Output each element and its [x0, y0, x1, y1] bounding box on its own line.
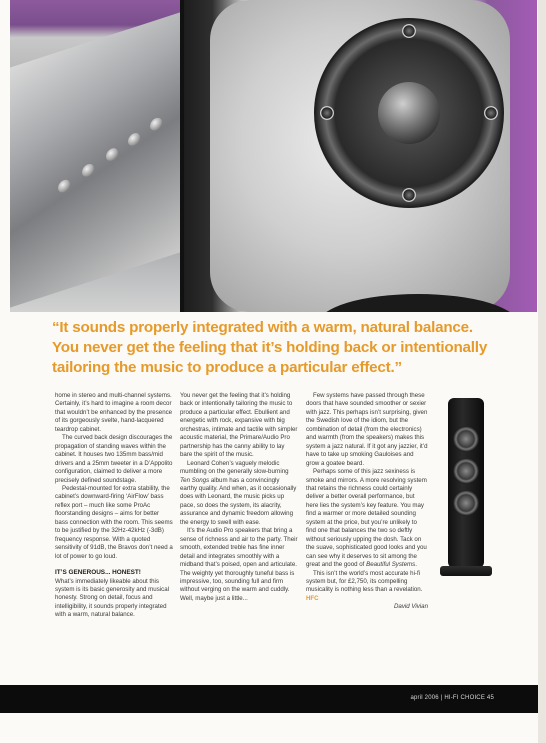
feature-title: Beautiful Systems [366, 561, 416, 569]
paragraph-text: Perhaps some of this jazz sexiness is smoke and mirrors. A more resolving system that retains the richness could certainly deliver a better overall performance, but here lies the system’s key feature. You may find a warmer or more detailed sounding system at the price, but you’re unlikely to find one that balances the two so deftly without seriously upping the dosh. Tack on the suave, sophisticated good looks and you can see why it deserves to sit among the great and the good of [306, 468, 427, 569]
amplifier-button-icon [128, 131, 140, 147]
article-column-2 [180, 392, 298, 603]
amplifier-photo [10, 0, 180, 312]
speaker-thumbnail [436, 396, 496, 586]
speaker-pedestal [440, 566, 492, 576]
amplifier-button-icon [150, 116, 162, 132]
paragraph-text: . [415, 561, 417, 569]
amplifier-button-icon [82, 162, 94, 178]
bolt-icon [484, 106, 498, 120]
paragraph: Pedestal-mounted for extra stability, the cabinet’s downward-firing ‘AirFlow’ bass reflex port – much like some ProAc floorstanding designs – aims for better bass connection with the room. This seems to be justified by the 32Hz-42kHz (-3dB) frequency response. With a quoted sensitivity of 91dB, the Bravos don’t need a lot of power to go loud. [55, 484, 173, 560]
speaker-photo [184, 0, 537, 312]
end-mark: HFC [306, 594, 319, 602]
pull-quote: “It sounds properly integrated with a warm, natural balance. You never get the feeling that it’s holding back or intentionally tailoring the music to produce a particular effect.” [52, 319, 488, 376]
paragraph [180, 460, 298, 528]
paragraph: It’s the Audio Pro speakers that bring a sense of richness and air to the party. Their smooth, extended treble has fine inner detail and integrates smoothly with a midband that’s poised, open and articulate. The weighty yet thoroughly tuneful bass is impressive, too, sounding full and firm without verging on the warm and cuddly. Well, maybe just a little... [180, 527, 298, 602]
amplifier-button-icon [106, 147, 118, 163]
paragraph-text: This isn’t the world’s most accurate hi-fi system but, for £2,750, its compelling musicality is nothing less than a revelation. [306, 569, 423, 594]
amplifier-front-panel [10, 12, 180, 307]
tweeter-surround [314, 18, 504, 208]
tweeter-dome-icon [378, 82, 440, 144]
woofer-edge [318, 294, 518, 312]
paragraph: Few systems have passed through these doors that have sounded smoother or sexier with jazz. This perhaps isn’t surprising, given the Swedish love of the idiom, but the combination of detail (from the electronics) and warmth (from the speakers) makes this system a jazz natural. If it got any jazzier, it’d have to take up smoking Gauloises and grow a goatee beard. [306, 392, 428, 467]
tweeter-icon [453, 426, 479, 452]
driver-icon [453, 458, 479, 484]
bolt-icon [402, 188, 416, 202]
bolt-icon [320, 106, 334, 120]
folio: april 2006 | HI-FI CHOICE 45 [410, 695, 494, 701]
driver-icon [453, 490, 479, 516]
article-column-3 [306, 392, 428, 612]
bolt-icon [402, 24, 416, 38]
byline: David Vivian [393, 603, 428, 611]
paragraph [306, 570, 428, 604]
hero-photo [10, 0, 537, 312]
speaker-cabinet [210, 0, 510, 312]
paragraph: You never get the feeling that it’s holding back or intentionally tailoring the music to produce a particular effect. Ebullient and energetic with rock, expansive with big orchestras, intimate and tactile with simpler acoustic material, the Primare/Audio Pro partnership has the canny ability to lay bare the spirit of the music. [180, 392, 298, 459]
paragraph: home in stereo and multi-channel systems. Certainly, it’s hard to imagine a room decor that wouldn’t be enhanced by the presence of its gorgeously svelte, hand-lacquered teardrop cabinet. [55, 392, 173, 433]
album-title: Ten Songs [180, 476, 210, 484]
paragraph-text: Leonard Cohen’s vaguely melodic mumbling on the generally slow-burning [180, 459, 289, 476]
paragraph-text: album has a convincingly earthy quality. And when, as it occasionally does with Leonard, the music picks up pace, so does the system, its alacrity, assurance and dynamic freedom allowing the energy to swell with ease. [180, 476, 297, 526]
amplifier-button-icon [58, 178, 70, 194]
page-edge [538, 0, 546, 743]
page-footer [0, 685, 546, 713]
article-column-1 [55, 392, 173, 620]
paragraph [306, 468, 428, 569]
paragraph: What’s immediately likeable about this system is its basic generosity and musical honesty. Strong on detail, focus and intelligibility, it sounds properly integrated with a warm, natural balance. [55, 577, 169, 619]
paragraph: The curved back design discourages the propagation of standing waves within the cabinet. It houses two 135mm bass/mid drivers and a 25mm tweeter in a D’Appolito configuration, claimed to deliver a more precisely defined soundstage. [55, 434, 173, 484]
section-heading: IT’S GENEROUS... HONEST! [55, 569, 141, 577]
